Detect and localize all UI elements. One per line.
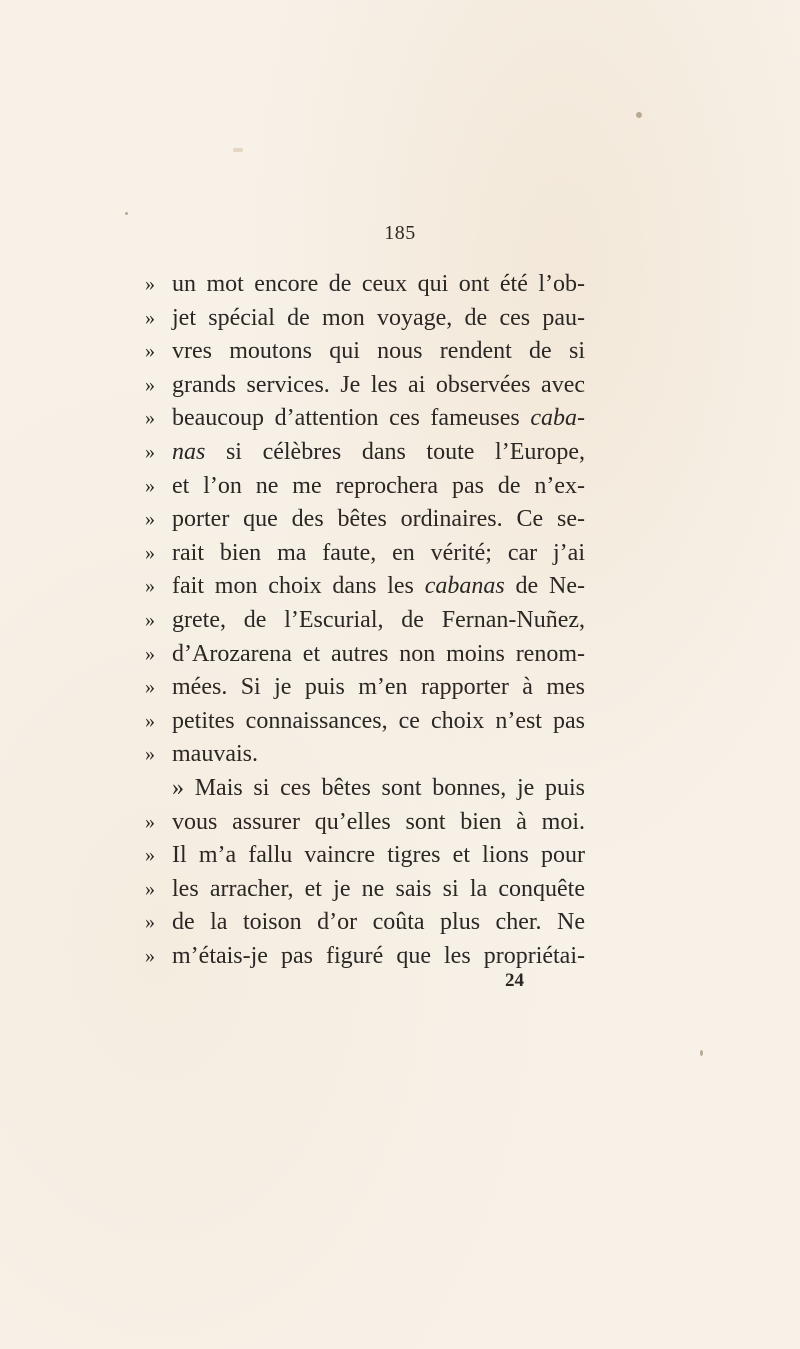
line-text (172, 436, 585, 470)
paper-speck (233, 148, 243, 152)
text-run: vous assurer qu’elles sont bien à moi. (172, 808, 585, 835)
line-text (172, 470, 585, 504)
text-run: grete, de l’Escurial, de Fernan-Nuñez, (172, 606, 585, 633)
text-line (145, 503, 585, 537)
line-text (172, 940, 585, 974)
text-line (145, 369, 585, 403)
line-text (172, 302, 585, 336)
quote-mark: » (145, 642, 155, 665)
quote-mark: » (145, 474, 155, 497)
signature-mark: 24 (505, 970, 524, 991)
line-text (172, 839, 585, 873)
text-run: petites connaissances, ce choix n’est pas (172, 707, 585, 734)
text-line (145, 302, 585, 336)
text-run: mées. Si je puis m’en rapporter à mes (172, 674, 585, 701)
text-line (145, 839, 585, 873)
text-run: les arracher, et je ne sais si la conquête (172, 875, 585, 902)
text-line (145, 570, 585, 604)
line-text (172, 705, 585, 739)
text-run: fait mon choix dans les (172, 573, 425, 600)
quote-mark: » (145, 743, 155, 766)
text-run: Il m’a fallu vaincre tigres et lions pour (172, 842, 585, 869)
line-text (172, 402, 585, 436)
quote-mark: » (145, 877, 155, 900)
line-text (172, 772, 585, 806)
line-text (172, 537, 585, 571)
quote-mark: » (145, 440, 155, 463)
text-run: vres moutons qui nous rendent de si (172, 338, 585, 365)
text-line (145, 671, 585, 705)
text-line (145, 402, 585, 436)
text-line (145, 940, 585, 974)
line-text (172, 738, 585, 772)
text-line (145, 638, 585, 672)
text-line (145, 436, 585, 470)
quote-mark: » (145, 373, 155, 396)
quote-mark: » (145, 709, 155, 732)
quote-mark: » (145, 541, 155, 564)
paper-speck (125, 212, 128, 215)
text-run: grands services. Je les ai observées avec (172, 371, 585, 398)
text-run: m’étais-je pas figuré que les propriétai- (172, 942, 585, 969)
text-run: jet spécial de mon voyage, de ces pau- (172, 304, 585, 331)
line-text (172, 671, 585, 705)
text-run: un mot encore de ceux qui ont été l’ob- (172, 271, 585, 297)
text-line (145, 705, 585, 739)
paper-speck (636, 112, 642, 118)
quote-mark: » (145, 575, 155, 598)
line-text (172, 268, 585, 302)
quote-mark: » (145, 608, 155, 631)
text-line (145, 738, 585, 772)
text-run: porter que des bêtes ordinaires. Ce se- (172, 506, 585, 533)
quote-mark: » (145, 508, 155, 531)
text-line (145, 268, 585, 302)
text-run: » Mais si ces bêtes sont bonnes, je puis (172, 774, 585, 801)
text-line (145, 906, 585, 940)
text-line (145, 537, 585, 571)
text-line (145, 873, 585, 907)
quote-mark: » (145, 810, 155, 833)
quote-mark: » (145, 273, 155, 295)
italic-text: nas (172, 438, 206, 465)
line-text (172, 335, 585, 369)
line-text (172, 570, 585, 604)
text-run: si célèbres dans toute l’Europe, (205, 438, 585, 465)
line-text (172, 873, 585, 907)
text-line (145, 806, 585, 840)
line-text (172, 503, 585, 537)
text-run: et l’on ne me reprochera pas de n’ex- (172, 472, 585, 499)
text-run: beaucoup d’attention ces fameuses (172, 405, 531, 432)
page-number: 185 (384, 222, 416, 244)
quote-mark: » (145, 340, 155, 363)
line-text (172, 638, 585, 672)
italic-text: caba- (530, 405, 585, 432)
text-run: rait bien ma faute, en vérité; car j’ai (172, 539, 585, 566)
line-text (172, 906, 585, 940)
body-text (145, 268, 585, 973)
text-line (145, 470, 585, 504)
text-line (145, 335, 585, 369)
line-text (172, 604, 585, 638)
quote-mark: » (145, 676, 155, 699)
text-run: mauvais. (172, 741, 258, 768)
text-run: de la toison d’or coûta plus cher. Ne (172, 909, 585, 936)
text-run: d’Arozarena et autres non moins renom- (172, 640, 585, 667)
text-line (145, 604, 585, 638)
line-text (172, 369, 585, 403)
quote-mark: » (145, 944, 155, 967)
quote-mark: » (145, 407, 155, 430)
paper-speck (700, 1050, 703, 1056)
quote-mark: » (145, 306, 155, 329)
text-line (145, 772, 585, 806)
quote-mark: » (145, 844, 155, 867)
line-text (172, 806, 585, 840)
quote-mark: » (145, 911, 155, 934)
italic-text: cabanas (424, 573, 505, 600)
text-run: de Ne- (504, 573, 585, 600)
